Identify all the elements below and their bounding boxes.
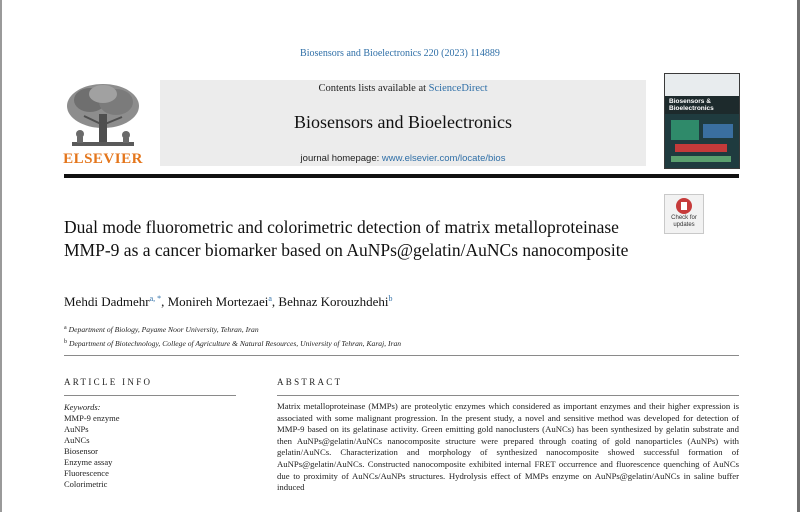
cover-header-band <box>665 74 739 96</box>
elsevier-wordmark[interactable]: ELSEVIER <box>63 151 143 167</box>
contents-availability-line <box>160 83 646 94</box>
affiliation-item <box>64 322 704 336</box>
section-rule <box>64 355 739 356</box>
check-for-updates-label <box>665 215 703 229</box>
article-info-heading: ARTICLE INFO <box>64 377 153 387</box>
affiliation-item <box>64 336 704 350</box>
keyword-item: Colorimetric <box>64 479 108 489</box>
keyword-item: MMP-9 enzyme <box>64 413 120 423</box>
crossmark-icon <box>676 198 692 214</box>
affiliation-text: Department of Biology, Payame Noor University, Tehran, Iran <box>68 325 259 334</box>
keywords-block <box>64 402 234 490</box>
journal-cover-thumbnail[interactable] <box>664 73 740 169</box>
page-border-left <box>0 0 2 512</box>
author-affiliation-marker[interactable]: a <box>268 294 272 303</box>
article-title: Dual mode fluorometric and colorimetric detection of matrix metalloproteinase MMP-9 as a cancer biomarker based on AuNPs@gelatin/AuNCs nanocomposite <box>64 217 629 260</box>
journal-masthead <box>160 80 646 166</box>
author-list <box>64 294 664 310</box>
journal-homepage-link[interactable]: www.elsevier.com/locate/bios <box>381 153 506 164</box>
affiliation-marker: b <box>64 339 67 345</box>
affiliations <box>64 322 704 350</box>
cover-artwork <box>665 114 739 168</box>
keyword-item: AuNPs <box>64 424 89 434</box>
keyword-item: AuNCs <box>64 435 90 445</box>
article-info-rule <box>64 395 236 396</box>
journal-title[interactable]: Biosensors and Bioelectronics <box>294 112 512 132</box>
keyword-item: Fluorescence <box>64 468 109 478</box>
journal-citation[interactable]: Biosensors and Bioelectronics 220 (2023) 114889 <box>300 48 500 59</box>
check-for-updates-badge[interactable] <box>664 194 704 234</box>
abstract-heading: ABSTRACT <box>277 377 343 387</box>
cover-journal-name <box>669 98 735 112</box>
homepage-prefix: journal homepage: <box>300 153 382 164</box>
crossmark-line1: Check for <box>671 215 697 221</box>
crossmark-line2: updates <box>673 222 695 228</box>
author-affiliation-marker[interactable]: a, * <box>149 294 162 303</box>
abstract-rule <box>277 395 739 396</box>
author-name[interactable]: Behnaz Korouzhdehi <box>278 294 389 309</box>
journal-homepage-line <box>160 153 646 164</box>
sciencedirect-link[interactable]: ScienceDirect <box>428 83 488 94</box>
cover-title-line1: Biosensors & <box>669 98 711 105</box>
keyword-item: Enzyme assay <box>64 457 113 467</box>
author-name[interactable]: Monireh Mortezaei <box>167 294 269 309</box>
author-separator: , <box>161 294 168 309</box>
keyword-item: Biosensor <box>64 446 98 456</box>
keywords-label: Keywords: <box>64 402 101 412</box>
author-name[interactable]: Mehdi Dadmehr <box>64 294 150 309</box>
header-rule <box>64 174 739 178</box>
cover-title-line2: Bioelectronics <box>669 105 714 112</box>
contents-prefix: Contents lists available at <box>318 83 429 94</box>
author-separator: , <box>271 294 279 309</box>
abstract-text: Matrix metalloproteinase (MMPs) are proteolytic enzymes which considered as important enzymes and their higher expression is associated with some malignant progression. In the present study, a novel and sensitive method was developed for detection of MMP-9 based on its gelatinase activity. Green emitting gold nanoclusters (AuNCs) has been synthesized by gelatin substrate and then AuNPs@gelatin/AuNCs nanocomposite structure were prepared through coating of gold nanoparticles (AuNPs) with gelatin/AuNCs. Characterization and morphology of synthesized nanocomposite showed successful formation of AuNPs@gelatin/AuNCs. Constructed nanocomposite exhibited internal FRET occurrence and fluorescence quenching of AuNCs due to proximity of AuNCs/AuNPs structures. Hydrolysis effect of MMPs enzyme on AuNPs@gelatin/AuNCs in saline buffer induced <box>277 401 739 493</box>
author-affiliation-marker[interactable]: b <box>388 294 393 303</box>
affiliation-text: Department of Biotechnology, College of Agriculture & Natural Resources, University of Tehran, Karaj, Iran <box>69 339 402 348</box>
affiliation-marker: a <box>64 325 67 331</box>
